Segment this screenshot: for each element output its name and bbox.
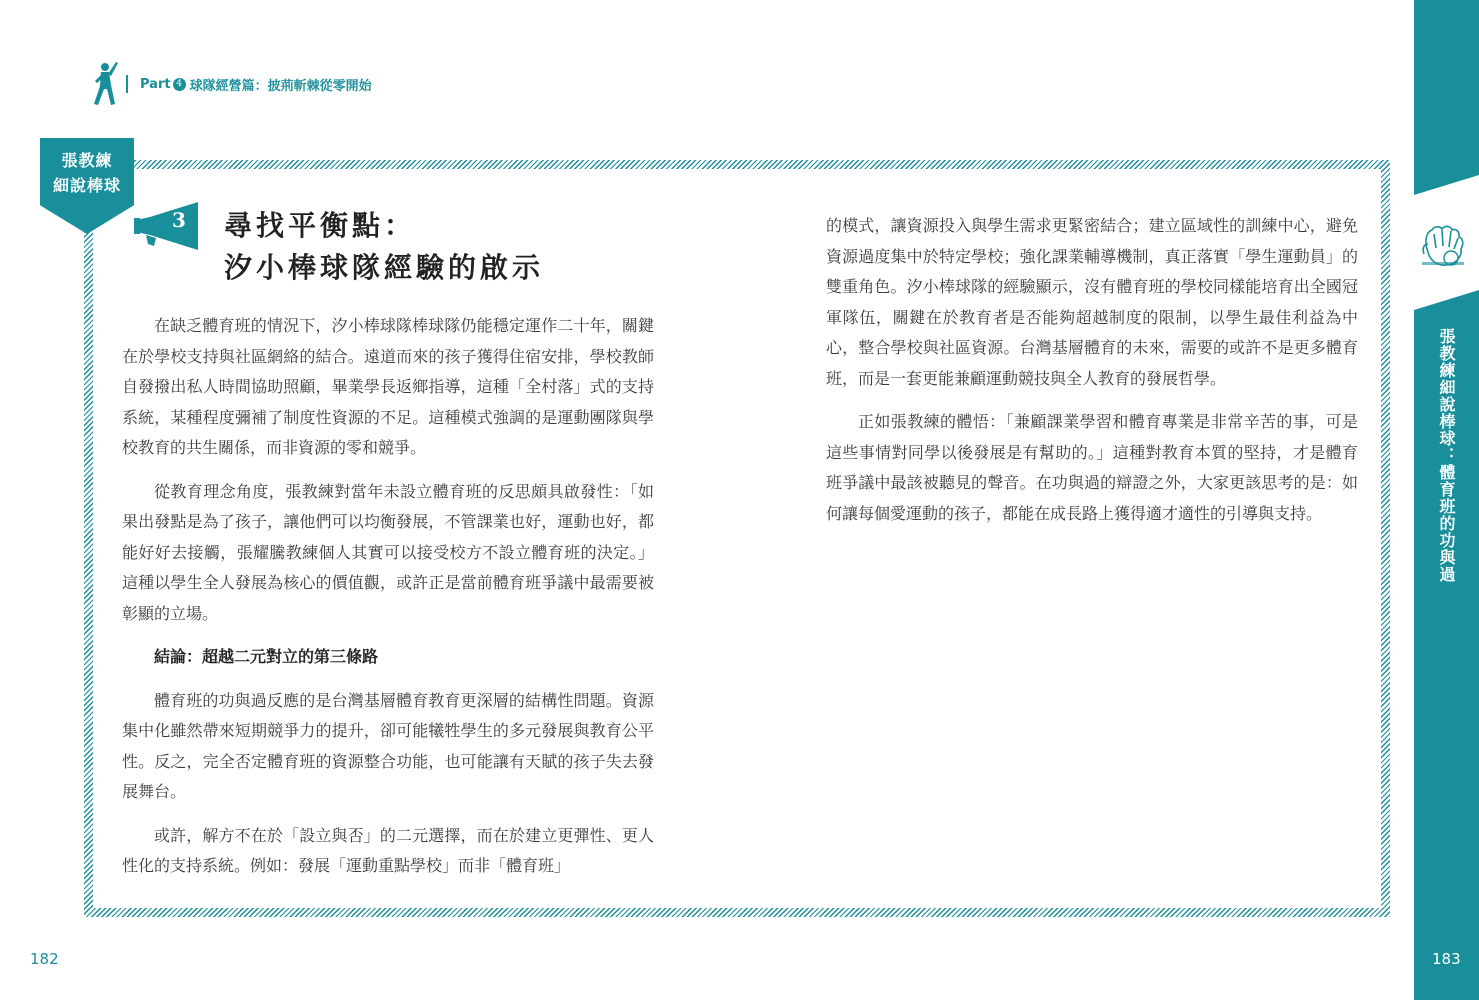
badge-line-1: 張教練	[61, 151, 113, 170]
page-number-right: 183	[1432, 950, 1461, 968]
page-number-left: 182	[30, 950, 59, 968]
running-header	[84, 58, 372, 110]
side-tab-title: 張教練細說棒球：體育班的功與過	[1437, 328, 1456, 583]
section-title-line-1: 尋找平衡點：	[224, 209, 417, 242]
header-divider	[126, 75, 128, 93]
paragraph: 正如張教練的體悟：「兼顧課業學習和體育專業是非常辛苦的事，可是這些事情對同學以後發展是有幫助的。」這種對教育本質的堅持，才是體育班爭議中最該被聽見的聲音。在功與過的辯證之外，大家更該思考的是：如何讓每個愛運動的孩子，都能在成長路上獲得適才適性的引導與支持。	[826, 412, 1358, 523]
section-number: 3	[172, 208, 186, 232]
part-title: 球隊經營篇：披荊斬棘從零開始	[189, 78, 372, 94]
paragraph: 體育班的功與過反應的是台灣基層體育教育更深層的結構性問題。資源集中化雖然帶來短期競爭力的提升，卻可能犧牲學生的多元發展與教育公平性。反之，完全否定體育班的資源整合功能，也可能讓有天賦的孩子失去發展舞台。	[122, 690, 654, 801]
column-badge-text	[40, 148, 134, 198]
badge-line-2: 細說棒球	[52, 176, 121, 195]
paragraph: 從教育理念角度，張教練對當年未設立體育班的反思頗具啟發性：「如果出發點是為了孩子，讓他們可以均衡發展，不管課業也好，運動也好，都能好好去接觸，張耀騰教練個人其實可以接受校方不設立體育班的決定。」這種以學生全人發展為核心的價值觀，或許正是當前體育班爭議中最需要被彰顯的立場。	[122, 481, 654, 623]
part-label: Part	[140, 76, 171, 92]
part-number: 4	[173, 78, 186, 91]
paragraph: 的模式，讓資源投入與學生需求更緊密結合；建立區域性的訓練中心，避免資源過度集中於特定學校；強化課業輔導機制，真正落實「學生運動員」的雙重角色。汐小棒球隊的經驗顯示，沒有體育班的學校同樣能培育出全國冠軍隊伍，關鍵在於教育者是否能夠超越制度的限制，以學生最佳利益為中心，整合學校與社區資源。台灣基層體育的未來，需要的或許不是更多體育班，而是一套更能兼顧運動競技與全人教育的發展哲學。	[826, 216, 1358, 388]
paragraph: 或許，解方不在於「設立與否」的二元選擇，而在於建立更彈性、更人性化的支持系統。例如：發展「運動重點學校」而非「體育班」	[122, 825, 654, 875]
right-column	[826, 211, 1358, 529]
baseball-glove-icon	[1418, 222, 1468, 272]
paragraph: 在缺乏體育班的情況下，汐小棒球隊棒球隊仍能穩定運作二十年，關鍵在於學校支持與社區網絡的結合。遠道而來的孩子獲得住宿安排，學校教師自發撥出私人時間協助照顧，畢業學長返鄉指導，這種「全村落」式的支持系統，某種程度彌補了制度性資源的不足。這種模式強調的是運動團隊與學校教育的共生關係，而非資源的零和競爭。	[122, 316, 654, 457]
subheading: 結論：超越二元對立的第三條路	[154, 647, 379, 666]
left-column	[122, 311, 654, 882]
batter-icon	[84, 58, 120, 110]
section-title-line-2: 汐小棒球隊經驗的啟示	[224, 251, 545, 284]
